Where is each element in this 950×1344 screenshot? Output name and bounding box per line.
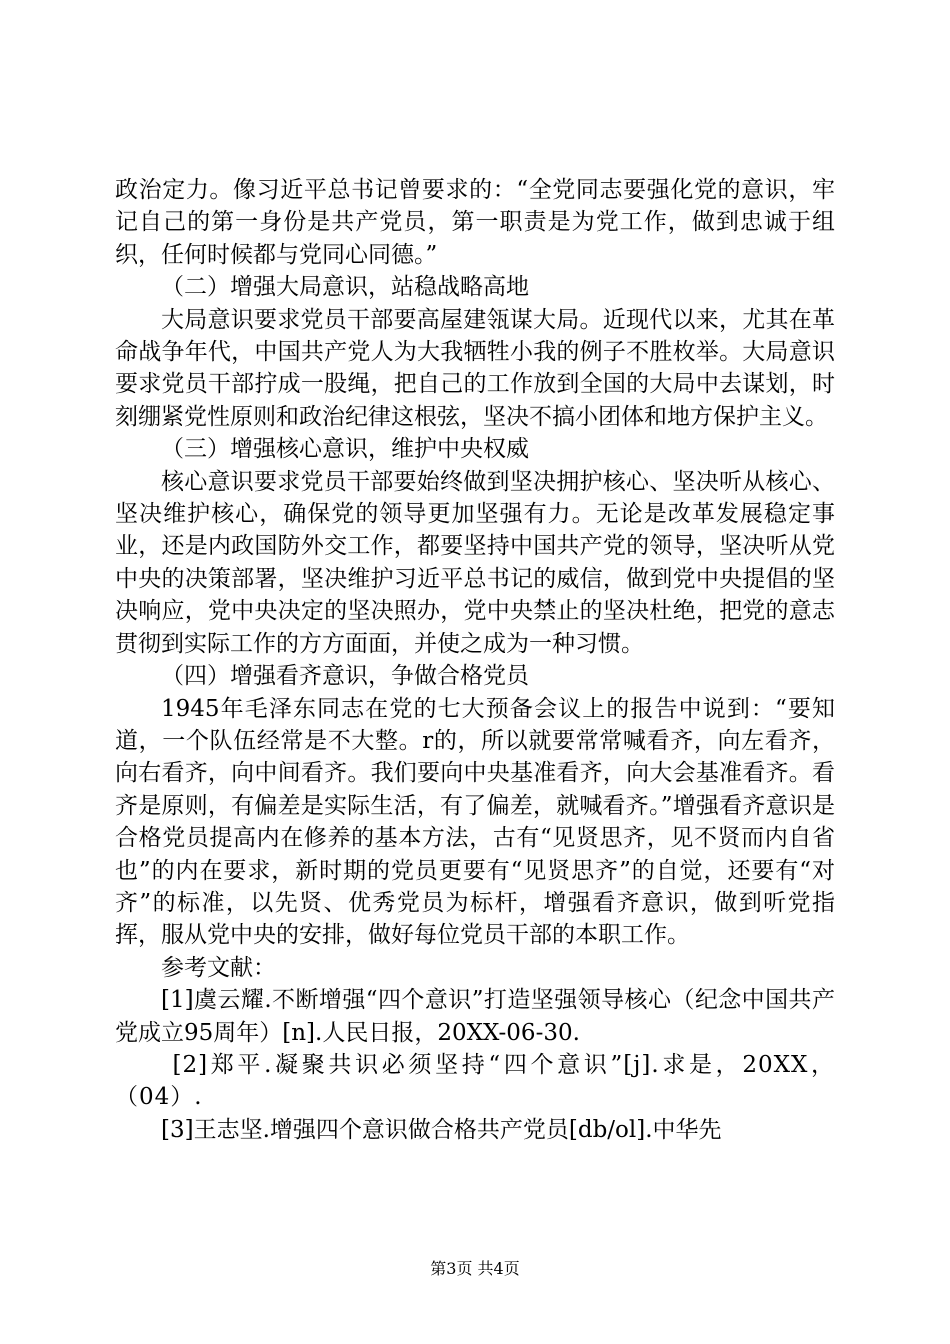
section-heading-2: （二）增强大局意识，站稳战略高地 xyxy=(161,274,529,301)
reference-2: [2]郑平.凝聚共识必须坚持“四个意识”[j].求是，20XX，（04）. xyxy=(115,1051,835,1111)
paragraph-3: 核心意识要求党员干部要始终做到坚决拥护核心、坚决听从核心、坚决维护核心，确保党的领导更加坚强有力。无论是改革发展稳定事业，还是内政国防外交工作，都要坚持中国共产党的领导，坚决听从党中央的决策部署，坚决维护习近平总书记的威信，做到党中央提倡的坚决响应，党中央决定的坚决照办，党中央禁止的坚决杜绝，把党的意志贯彻到实际工作的方方面面，并使之成为一种习惯。 xyxy=(115,468,835,657)
paragraph-2: 大局意识要求党员干部要高屋建瓴谋大局。近现代以来，尤其在革命战争年代，中国共产党人为大我牺牲小我的例子不胜枚举。大局意识要求党员干部拧成一股绳，把自己的工作放到全国的大局中去谋划，时刻绷紧党性原则和政治纪律这根弦，坚决不搞小团体和地方保护主义。 xyxy=(115,306,835,430)
section-heading-3: （三）增强核心意识，维护中央权威 xyxy=(161,436,529,463)
references-heading: 参考文献： xyxy=(161,954,276,981)
paragraph-1: 政治定力。像习近平总书记曾要求的：“全党同志要强化党的意识，牢记自己的第一身份是共产党员，第一职责是为党工作，做到忠诚于组织，任何时候都与党同心同德。” xyxy=(115,177,835,268)
document-body xyxy=(115,174,835,1146)
reference-1: [1]虞云耀.不断增强“四个意识”打造坚强领导核心（纪念中国共产党成立95周年）[n].人民日报，20XX-06-30. xyxy=(115,987,835,1046)
page-number-footer: 第3页 共4页 xyxy=(430,1259,520,1278)
section-heading-4: （四）增强看齐意识，争做合格党员 xyxy=(161,663,529,690)
reference-3: [3]王志坚.增强四个意识做合格共产党员[db/ol].中华先 xyxy=(161,1116,722,1143)
paragraph-4: 1945年毛泽东同志在党的七大预备会议上的报告中说到：“要知道，一个队伍经常是不大整。r的，所以就要常常喊看齐，向左看齐，向右看齐，向中间看齐。我们要向中央基准看齐，向大会基准看齐。看齐是原则，有偏差是实际生活，有了偏差，就喊看齐。”增强看齐意识是合格党员提高内在修养的基本方法，古有“见贤思齐，见不贤而内自省也”的内在要求，新时期的党员更要有“见贤思齐”的自觉，还要有“对齐”的标准，以先贤、优秀党员为标杆，增强看齐意识，做到听党指挥，服从党中央的安排，做好每位党员干部的本职工作。 xyxy=(115,695,835,949)
